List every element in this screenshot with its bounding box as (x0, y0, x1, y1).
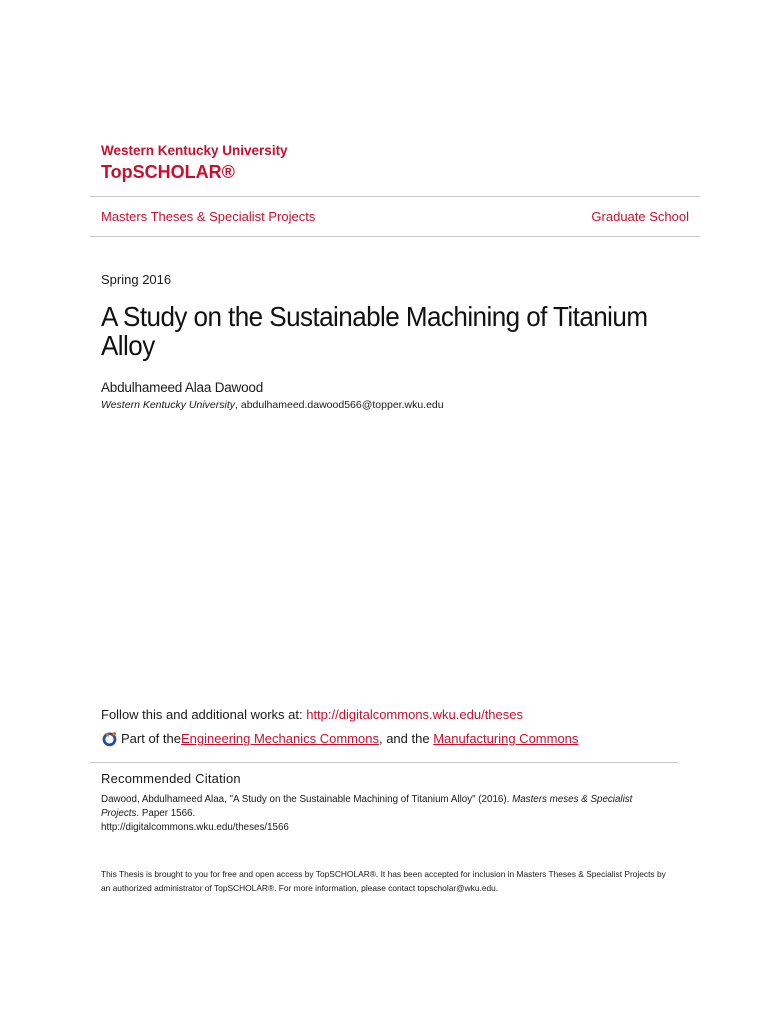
citation-url: http://digitalcommons.wku.edu/theses/1566 (101, 822, 289, 833)
header-divider-top (90, 196, 700, 197)
citation-line1: Dawood, Abdulhameed Alaa, "A Study on the Sustainable Machining of Titanium Alloy" (2016). (101, 794, 513, 805)
citation-line2: . Paper 1566. (136, 808, 196, 819)
manufacturing-commons-link[interactable]: Manufacturing Commons (433, 731, 579, 746)
bepress-commons-icon (101, 730, 118, 747)
part-of-prefix: Part of the (121, 731, 181, 746)
thesis-title: A Study on the Sustainable Machining of Titanium Alloy (101, 301, 648, 361)
repository-name: TopSCHOLAR® (101, 162, 235, 182)
institution-name: Western Kentucky University (101, 143, 288, 158)
part-of-middle: , and the (378, 731, 434, 746)
author-email: , abdulhameed.dawood566@topper.wku.edu (235, 399, 444, 411)
follow-prefix: Follow this and additional works at: (101, 707, 307, 722)
header-divider-bottom (90, 236, 700, 237)
citation-divider (90, 762, 678, 763)
author-affiliation (101, 399, 444, 411)
series-link[interactable]: Masters Theses & Specialist Projects (101, 209, 316, 224)
part-of-line (101, 730, 578, 747)
author-name: Abdulhameed Alaa Dawood (101, 380, 264, 395)
theses-url-link[interactable]: http://digitalcommons.wku.edu/theses (306, 707, 523, 722)
citation-text (101, 793, 671, 835)
graduate-school-link[interactable]: Graduate School (591, 209, 689, 224)
engineering-mechanics-link[interactable]: Engineering Mechanics Commons (180, 731, 379, 746)
citation-heading: Recommended Citation (101, 771, 241, 786)
affiliation-name: Western Kentucky University (101, 399, 236, 411)
citation-journal: Masters meses & Specialist Projects (101, 794, 633, 819)
publication-date: Spring 2016 (101, 272, 172, 287)
follow-line (101, 707, 523, 722)
access-notice: This Thesis is brought to you for free and open access by TopSCHOLAR®. It has been accepted for inclusion in Masters Theses & Specialist Projects by an authorized administrator of TopSCHOLAR®. For more information, please contact topscholar@wku.edu. (101, 869, 666, 893)
